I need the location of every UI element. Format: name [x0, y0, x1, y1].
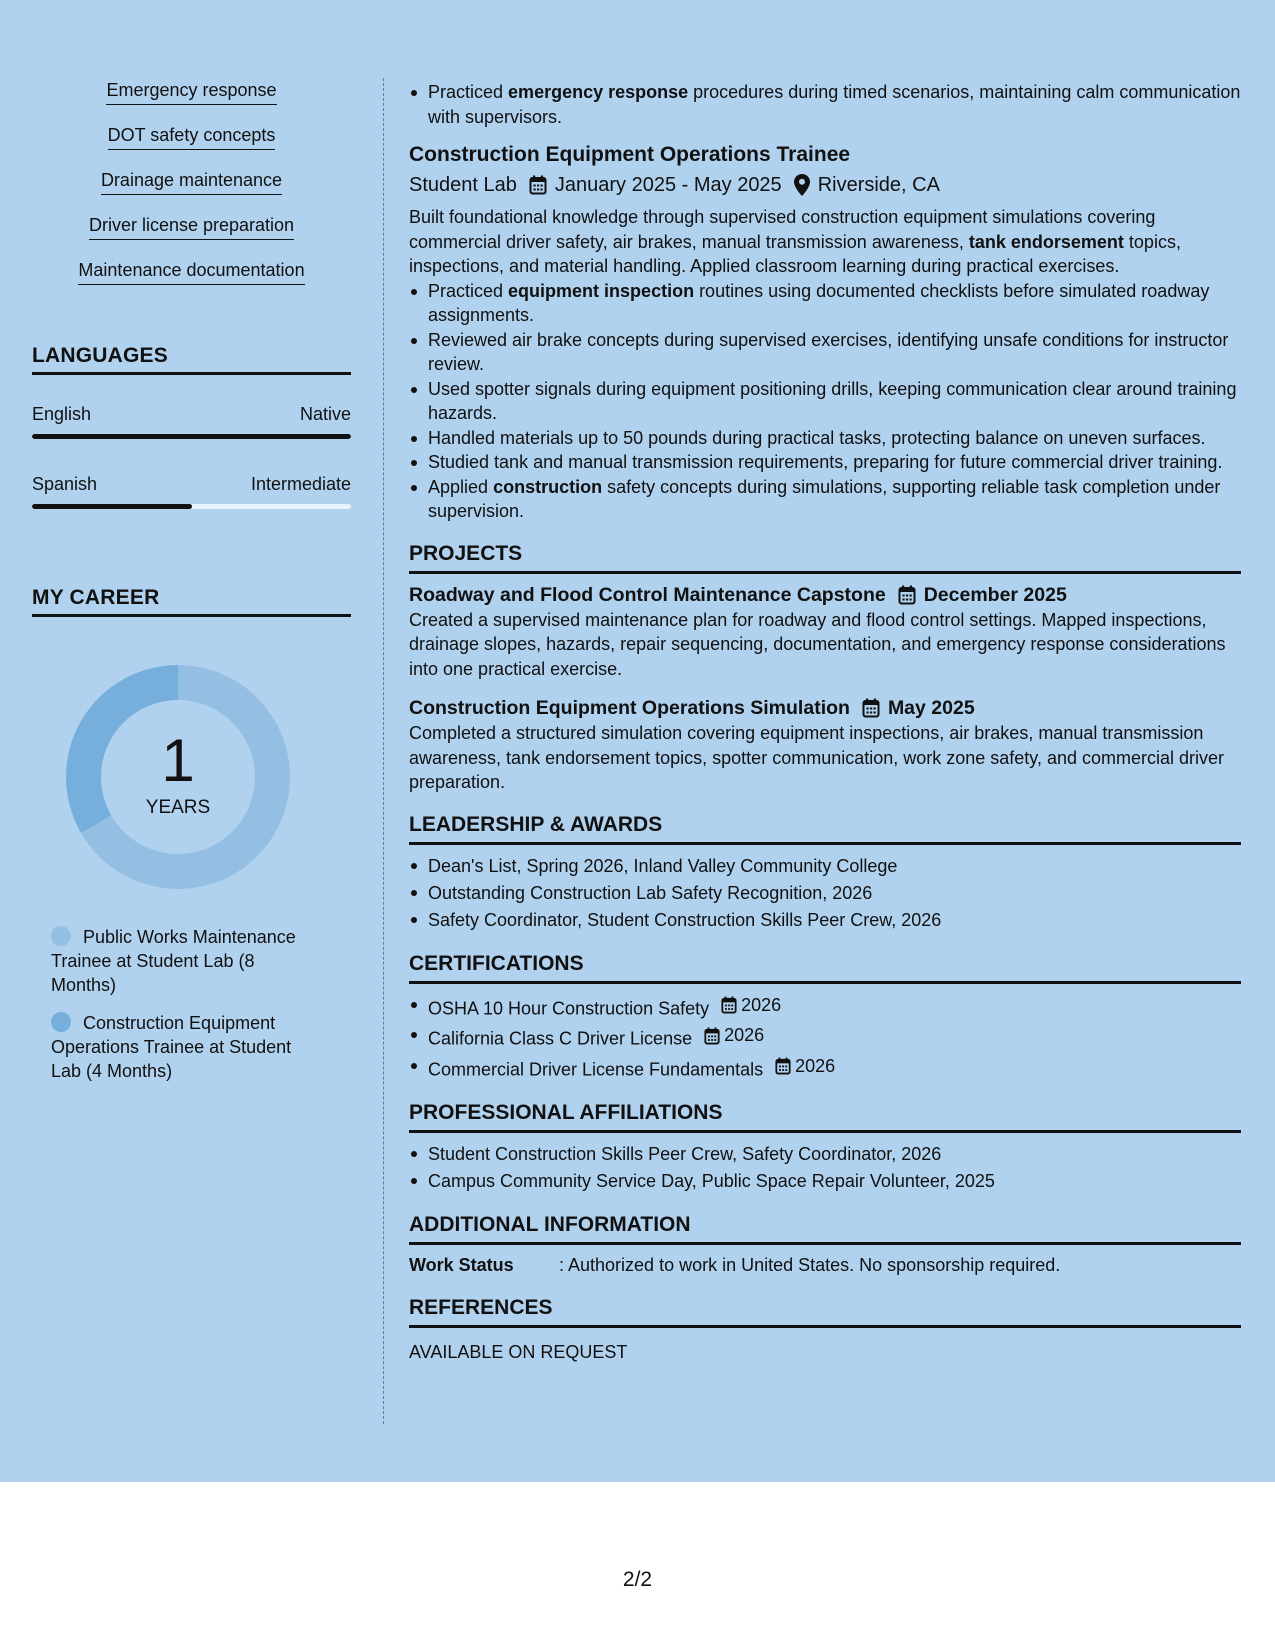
bullet-item: Reviewed air brake concepts during supervised exercises, identifying unsafe conditions for instructor review. — [409, 328, 1241, 377]
calendar-icon — [529, 175, 547, 195]
project-name: Roadway and Flood Control Maintenance Capstone — [409, 583, 886, 606]
list-item: Outstanding Construction Lab Safety Recognition, 2026 — [409, 880, 1241, 907]
leadership-list — [409, 853, 1241, 934]
list-item: Dean's List, Spring 2026, Inland Valley Community College — [409, 853, 1241, 880]
bullet-item: Practiced equipment inspection routines using documented checklists before simulated roadway assignments. — [409, 279, 1241, 328]
skill-item: Emergency response — [106, 78, 276, 105]
job-summary: Built foundational knowledge through supervised construction equipment simulations covering commercial driver safety, air brakes, manual transmission awareness, tank endorsement topics, inspections, and material handling. Applied classroom learning during practical exercises. — [409, 207, 1181, 276]
column-divider — [383, 78, 384, 1424]
skill-item: Maintenance documentation — [78, 258, 304, 285]
job-meta — [409, 171, 1241, 199]
list-item: Commercial Driver License Fundamentals 2026 — [409, 1053, 1241, 1084]
project-description: Completed a structured simulation covering equipment inspections, air brakes, manual transmission awareness, tank endorsement topics, spotter communication, work zone safety, and commercial driver preparation. — [409, 723, 1225, 792]
affiliations-list — [409, 1141, 1241, 1195]
job-dates: January 2025 - May 2025 — [554, 174, 782, 196]
career-legend-label: Construction Equipment Operations Trainee at Student Lab (4 Months) — [51, 1013, 292, 1081]
skill-item: DOT safety concepts — [108, 123, 276, 150]
legend-dot — [51, 1012, 71, 1032]
project-title-row — [409, 582, 1241, 608]
job-title: Construction Equipment Operations Trainee — [409, 143, 851, 166]
language-bar — [32, 504, 351, 509]
affiliations-heading: PROFESSIONAL AFFILIATIONS — [409, 1099, 1241, 1133]
list-item: Safety Coordinator, Student Construction Skills Peer Crew, 2026 — [409, 907, 1241, 934]
calendar-icon — [862, 698, 880, 718]
skills-list — [32, 78, 351, 285]
calendar-icon — [704, 1027, 720, 1045]
left-column — [32, 78, 351, 1081]
career-legend-item — [51, 925, 321, 997]
legend-dot — [51, 926, 71, 946]
language-bar-fill — [32, 434, 351, 439]
language-bar-fill — [32, 504, 192, 509]
career-legend-label: Public Works Maintenance Trainee at Student Lab (8 Months) — [51, 927, 296, 995]
bullet-item: Used spotter signals during equipment positioning drills, keeping communication clear around training hazards. — [409, 377, 1241, 426]
project-name: Construction Equipment Operations Simulation — [409, 697, 850, 719]
language-row-spanish — [32, 474, 351, 495]
work-status-row — [409, 1253, 1241, 1278]
work-status-label: Work Status — [409, 1255, 514, 1275]
list-item: California Class C Driver License 2026 — [409, 1022, 1241, 1053]
project-title-row — [409, 695, 1241, 721]
prev-job-bullets — [409, 80, 1241, 129]
career-donut-chart — [66, 665, 290, 889]
job-bullets — [409, 279, 1241, 524]
language-level: Intermediate — [250, 474, 351, 494]
career-legend-item — [51, 1011, 321, 1083]
career-heading: MY CAREER — [32, 586, 351, 617]
list-item: Campus Community Service Day, Public Space Repair Volunteer, 2025 — [409, 1168, 1241, 1195]
work-status-value: : Authorized to work in United States. No sponsorship required. — [559, 1255, 1061, 1275]
languages-heading: LANGUAGES — [32, 344, 351, 375]
skill-item: Driver license preparation — [89, 213, 294, 240]
project-description: Created a supervised maintenance plan for roadway and flood control settings. Mapped inspections, drainage slopes, hazards, repair sequencing, documentation, and emergency response considerations into one practical exercise. — [409, 609, 1226, 679]
language-level: Native — [299, 404, 351, 424]
language-name: English — [32, 404, 92, 424]
additional-info-heading: ADDITIONAL INFORMATION — [409, 1211, 1241, 1245]
certifications-heading: CERTIFICATIONS — [409, 950, 1241, 984]
references-value: AVAILABLE ON REQUEST — [409, 1341, 628, 1362]
language-bar — [32, 434, 351, 439]
language-row-english — [32, 404, 351, 425]
location-pin-icon — [794, 174, 810, 196]
bullet-item: Practiced emergency response procedures during timed scenarios, maintaining calm communication with supervisors. — [409, 80, 1241, 129]
job-company: Student Lab — [409, 174, 517, 196]
job-location: Riverside, CA — [817, 174, 940, 196]
career-total-value: 1 — [161, 727, 195, 794]
language-name: Spanish — [32, 474, 98, 494]
career-total-unit: YEARS — [145, 797, 211, 818]
bullet-item: Applied construction safety concepts during simulations, supporting reliable task completion under supervision. — [409, 475, 1241, 524]
right-column — [409, 80, 1241, 1364]
certifications-list — [409, 992, 1241, 1084]
bullet-item: Handled materials up to 50 pounds during practical tasks, protecting balance on uneven surfaces. — [409, 426, 1241, 451]
list-item: OSHA 10 Hour Construction Safety 2026 — [409, 992, 1241, 1023]
bullet-item: Studied tank and manual transmission requirements, preparing for future commercial driver training. — [409, 450, 1241, 475]
project-date: May 2025 — [887, 697, 975, 719]
list-item: Student Construction Skills Peer Crew, Safety Coordinator, 2026 — [409, 1141, 1241, 1168]
project-date: December 2025 — [923, 583, 1067, 606]
calendar-icon — [721, 996, 737, 1014]
leadership-heading: LEADERSHIP & AWARDS — [409, 811, 1241, 845]
page-number: 2/2 — [622, 1568, 653, 1591]
skill-item: Drainage maintenance — [101, 168, 282, 195]
calendar-icon — [898, 585, 916, 605]
references-heading: REFERENCES — [409, 1294, 1241, 1328]
calendar-icon — [775, 1057, 791, 1075]
projects-heading: PROJECTS — [409, 540, 1241, 574]
